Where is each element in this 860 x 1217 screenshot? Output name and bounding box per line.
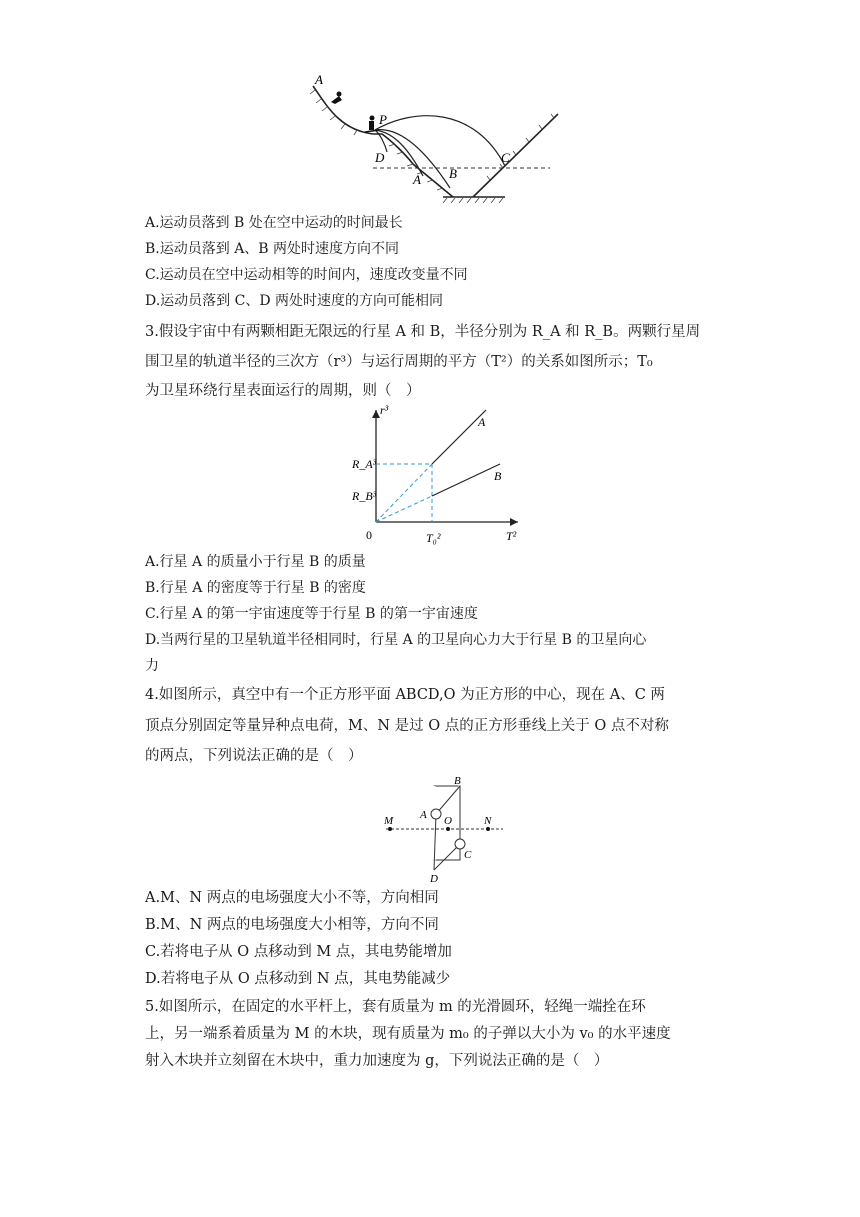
label-A: A	[420, 809, 427, 821]
q3-option-b: B.行星 A 的密度等于行星 B 的密度	[145, 580, 366, 596]
label-D: D	[375, 150, 385, 165]
label-D: D	[430, 873, 438, 885]
q3-stem-line-1: 3.假设宇宙中有两颗相距无限远的行星 A 和 B，半径分别为 R_A 和 R_B。两颗行星周	[145, 324, 701, 340]
ra-label: R_A³	[352, 457, 377, 471]
y-axis-label: r³	[380, 403, 389, 417]
label-A-top: A	[315, 72, 323, 87]
q2-option-d: D.运动员落到 C、D 两处时速度的方向可能相同	[145, 293, 444, 309]
q5-stem-line-1: 5.如图所示，在固定的水平杆上，套有质量为 m 的光滑圆环，轻绳一端拴在环	[145, 999, 646, 1015]
ski-jump-figure	[305, 72, 560, 207]
q2-option-c: C.运动员在空中运动相等的时间内，速度改变量不同	[145, 267, 468, 283]
r3-t2-graph	[348, 402, 528, 552]
label-P: P	[379, 112, 387, 127]
q2-option-a: A.运动员落到 B 处在空中运动的时间最长	[145, 215, 403, 231]
label-A-bottom: A	[413, 172, 421, 187]
q3-option-c: C.行星 A 的第一宇宙速度等于行星 B 的第一宇宙速度	[145, 606, 478, 622]
line-A-label: A	[478, 415, 486, 429]
label-O: O	[444, 815, 452, 827]
q3-stem-line-2: 围卫星的轨道半径的三次方（r³）与运行周期的平方（T²）的关系如图所示；T₀	[145, 354, 653, 370]
q3-option-d: D.当两行星的卫星轨道半径相同时，行星 A 的卫星向心力大于行星 B 的卫星向心	[145, 632, 647, 648]
q3-option-a: A.行星 A 的质量小于行星 B 的质量	[145, 554, 366, 570]
q4-stem-line-2: 顶点分别固定等量异种点电荷，M、N 是过 O 点的正方形垂线上关于 O 点不对称	[145, 718, 669, 734]
label-B: B	[454, 775, 461, 787]
rb-label: R_B³	[352, 489, 377, 503]
q4-option-c: C.若将电子从 O 点移动到 M 点，其电势能增加	[145, 944, 452, 960]
q4-stem-line-3: 的两点，下列说法正确的是（ ）	[145, 748, 363, 764]
label-C: C	[464, 849, 472, 861]
q5-stem-line-2: 上，另一端系着质量为 M 的木块，现有质量为 m₀ 的子弹以大小为 v₀ 的水平速度	[145, 1026, 671, 1042]
origin-label: 0	[366, 528, 372, 542]
q4-option-d: D.若将电子从 O 点移动到 N 点，其电势能减少	[145, 971, 451, 987]
label-N: N	[484, 815, 492, 827]
line-B	[432, 464, 500, 496]
q2-option-b: B.运动员落到 A、B 两处时速度方向不同	[145, 241, 400, 257]
label-C: C	[501, 150, 510, 165]
label-M: M	[384, 815, 394, 827]
q4-option-a: A.M、N 两点的电场强度大小不等，方向相同	[145, 890, 439, 906]
square-charge-figure	[378, 774, 508, 886]
q4-stem-line-1: 4.如图所示，真空中有一个正方形平面 ABCD,O 为正方形的中心，现在 A、C 两	[145, 687, 665, 703]
q3-option-d-cont: 力	[145, 658, 159, 674]
label-B: B	[449, 166, 457, 181]
q4-option-b: B.M、N 两点的电场强度大小相等，方向不同	[145, 917, 439, 933]
x-axis-label: T²	[506, 529, 517, 543]
q5-stem-line-3: 射入木块并立刻留在木块中，重力加速度为 g，下列说法正确的是（ ）	[145, 1053, 609, 1069]
q3-stem-line-3: 为卫星环绕行星表面运行的周期，则（ ）	[145, 383, 421, 399]
line-B-label: B	[494, 469, 502, 483]
t0-label: T₀²	[426, 531, 441, 545]
